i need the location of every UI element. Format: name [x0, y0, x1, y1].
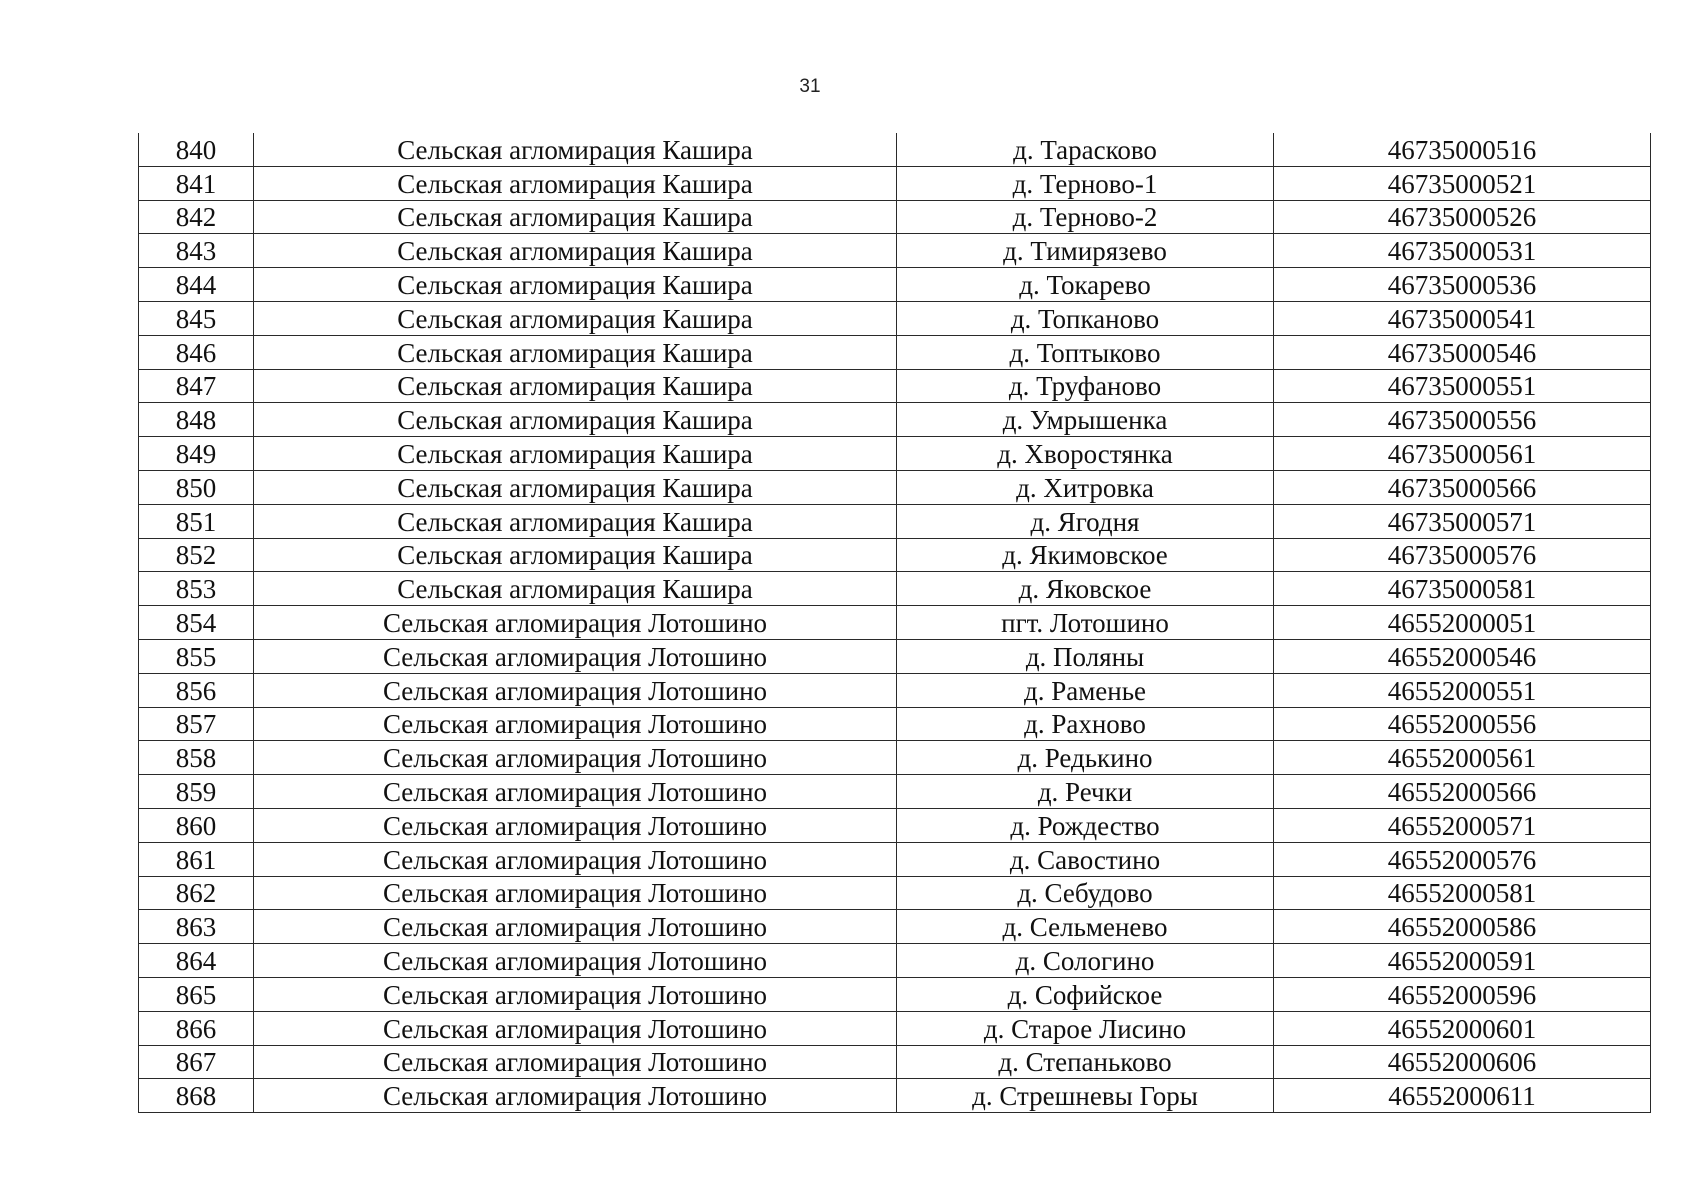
- agglomeration-cell: [254, 538, 897, 572]
- table-row: [139, 437, 1651, 471]
- agglomeration-cell: [254, 234, 897, 268]
- oktmo-code-cell: [1274, 741, 1651, 775]
- locality-cell: [897, 775, 1274, 809]
- oktmo-code-cell: [1274, 775, 1651, 809]
- oktmo-code-cell: [1274, 944, 1651, 978]
- agglomeration-cell: [254, 842, 897, 876]
- locality-cell: [897, 876, 1274, 910]
- oktmo-code-cell-text: 46735000541: [1387, 303, 1537, 334]
- oktmo-code-cell: [1274, 369, 1651, 403]
- locality-cell-text: д. Савостино: [1009, 844, 1161, 875]
- table-row: [139, 741, 1651, 775]
- locality-cell: [897, 977, 1274, 1011]
- row-number-cell: [139, 606, 254, 640]
- table-row: [139, 335, 1651, 369]
- oktmo-code-cell: [1274, 572, 1651, 606]
- agglomeration-cell: [254, 808, 897, 842]
- oktmo-code-cell: [1274, 707, 1651, 741]
- locality-cell: [897, 369, 1274, 403]
- agglomeration-cell-text: Сельская агломирация Кашира: [397, 337, 753, 368]
- settlement-table-body: [139, 133, 1651, 1113]
- oktmo-code-cell: [1274, 470, 1651, 504]
- locality-cell: [897, 403, 1274, 437]
- row-number-cell-text: 868: [175, 1081, 217, 1112]
- agglomeration-cell: [254, 166, 897, 200]
- locality-cell-text: д. Топтыково: [1009, 337, 1161, 368]
- locality-cell-text: д. Умрышенка: [1002, 405, 1168, 436]
- table-row: [139, 673, 1651, 707]
- locality-cell: [897, 639, 1274, 673]
- oktmo-code-cell-text: 46735000581: [1387, 574, 1537, 605]
- row-number-cell-text: 849: [175, 438, 217, 469]
- row-number-cell: [139, 1079, 254, 1113]
- oktmo-code-cell: [1274, 1011, 1651, 1045]
- oktmo-code-cell-text: 46552000556: [1387, 709, 1537, 740]
- agglomeration-cell-text: Сельская агломирация Кашира: [397, 405, 753, 436]
- agglomeration-cell: [254, 741, 897, 775]
- table-row: [139, 301, 1651, 335]
- oktmo-code-cell: [1274, 910, 1651, 944]
- row-number-cell-text: 840: [175, 134, 217, 165]
- row-number-cell: [139, 234, 254, 268]
- locality-cell: [897, 741, 1274, 775]
- row-number-cell: [139, 775, 254, 809]
- oktmo-code-cell-text: 46735000521: [1387, 168, 1537, 199]
- agglomeration-cell: [254, 369, 897, 403]
- locality-cell: [897, 504, 1274, 538]
- locality-cell-text: пгт. Лотошино: [1001, 607, 1169, 638]
- row-number-cell-text: 853: [175, 574, 217, 605]
- oktmo-code-cell-text: 46552000576: [1387, 844, 1537, 875]
- row-number-cell-text: 867: [175, 1047, 217, 1078]
- agglomeration-cell-text: Сельская агломирация Кашира: [397, 540, 753, 571]
- oktmo-code-cell-text: 46552000561: [1387, 743, 1537, 774]
- row-number-cell-text: 845: [175, 303, 217, 334]
- row-number-cell: [139, 673, 254, 707]
- agglomeration-cell-text: Сельская агломирация Кашира: [397, 134, 753, 165]
- agglomeration-cell: [254, 437, 897, 471]
- agglomeration-cell-text: Сельская агломирация Лотошино: [382, 979, 768, 1010]
- locality-cell: [897, 808, 1274, 842]
- row-number-cell: [139, 639, 254, 673]
- row-number-cell-text: 865: [175, 979, 217, 1010]
- oktmo-code-cell-text: 46735000576: [1387, 540, 1537, 571]
- row-number-cell-text: 856: [175, 675, 217, 706]
- row-number-cell: [139, 504, 254, 538]
- locality-cell-text: д. Редькино: [1017, 743, 1153, 774]
- locality-cell: [897, 538, 1274, 572]
- locality-cell: [897, 166, 1274, 200]
- agglomeration-cell-text: Сельская агломирация Лотошино: [382, 878, 768, 909]
- oktmo-code-cell: [1274, 166, 1651, 200]
- table-row: [139, 369, 1651, 403]
- row-number-cell-text: 847: [175, 371, 217, 402]
- oktmo-code-cell-text: 46552000586: [1387, 912, 1537, 943]
- page-number: 31: [799, 76, 821, 97]
- table-row: [139, 707, 1651, 741]
- oktmo-code-cell: [1274, 842, 1651, 876]
- locality-cell: [897, 606, 1274, 640]
- row-number-cell: [139, 910, 254, 944]
- oktmo-code-cell-text: 46552000566: [1387, 776, 1537, 807]
- locality-cell-text: д. Речки: [1037, 776, 1133, 807]
- agglomeration-cell: [254, 301, 897, 335]
- agglomeration-cell-text: Сельская агломирация Кашира: [397, 269, 753, 300]
- locality-cell: [897, 944, 1274, 978]
- row-number-cell: [139, 437, 254, 471]
- oktmo-code-cell-text: 46735000531: [1387, 236, 1537, 267]
- oktmo-code-cell: [1274, 504, 1651, 538]
- row-number-cell-text: 864: [175, 945, 217, 976]
- locality-cell-text: д. Якимовское: [1002, 540, 1168, 571]
- locality-cell-text: д. Терново-2: [1012, 202, 1158, 233]
- table-row: [139, 403, 1651, 437]
- row-number-cell: [139, 538, 254, 572]
- row-number-cell-text: 855: [175, 641, 217, 672]
- oktmo-code-cell-text: 46735000556: [1387, 405, 1537, 436]
- table-row: [139, 639, 1651, 673]
- oktmo-code-cell: [1274, 977, 1651, 1011]
- agglomeration-cell: [254, 673, 897, 707]
- row-number-cell-text: 848: [175, 405, 217, 436]
- locality-cell: [897, 572, 1274, 606]
- agglomeration-cell: [254, 775, 897, 809]
- agglomeration-cell: [254, 1011, 897, 1045]
- agglomeration-cell-text: Сельская агломирация Лотошино: [382, 743, 768, 774]
- locality-cell-text: д. Хитровка: [1016, 472, 1154, 503]
- agglomeration-cell-text: Сельская агломирация Кашира: [397, 303, 753, 334]
- agglomeration-cell-text: Сельская агломирация Лотошино: [382, 945, 768, 976]
- oktmo-code-cell: [1274, 301, 1651, 335]
- agglomeration-cell: [254, 606, 897, 640]
- oktmo-code-cell-text: 46735000526: [1387, 202, 1537, 233]
- agglomeration-cell-text: Сельская агломирация Лотошино: [382, 1081, 768, 1112]
- oktmo-code-cell-text: 46735000516: [1387, 134, 1537, 165]
- oktmo-code-cell-text: 46735000571: [1387, 506, 1537, 537]
- row-number-cell: [139, 707, 254, 741]
- table-row: [139, 775, 1651, 809]
- table-row: [139, 234, 1651, 268]
- agglomeration-cell: [254, 470, 897, 504]
- row-number-cell: [139, 369, 254, 403]
- oktmo-code-cell-text: 46735000546: [1387, 337, 1537, 368]
- row-number-cell: [139, 977, 254, 1011]
- agglomeration-cell-text: Сельская агломирация Кашира: [397, 371, 753, 402]
- oktmo-code-cell-text: 46552000051: [1387, 607, 1537, 638]
- row-number-cell: [139, 301, 254, 335]
- row-number-cell: [139, 403, 254, 437]
- table-row: [139, 876, 1651, 910]
- locality-cell-text: д. Сологино: [1015, 945, 1155, 976]
- oktmo-code-cell: [1274, 133, 1651, 166]
- agglomeration-cell: [254, 977, 897, 1011]
- row-number-cell: [139, 133, 254, 166]
- agglomeration-cell: [254, 335, 897, 369]
- locality-cell: [897, 268, 1274, 302]
- oktmo-code-cell: [1274, 639, 1651, 673]
- row-number-cell: [139, 1045, 254, 1079]
- agglomeration-cell: [254, 504, 897, 538]
- table-row: [139, 842, 1651, 876]
- agglomeration-cell: [254, 133, 897, 166]
- row-number-cell-text: 850: [175, 472, 217, 503]
- row-number-cell: [139, 200, 254, 234]
- agglomeration-cell-text: Сельская агломирация Лотошино: [382, 844, 768, 875]
- locality-cell-text: д. Труфаново: [1008, 371, 1162, 402]
- locality-cell-text: д. Токарево: [1019, 269, 1151, 300]
- agglomeration-cell-text: Сельская агломирация Лотошино: [382, 641, 768, 672]
- locality-cell-text: д. Рахново: [1024, 709, 1146, 740]
- table-row: [139, 166, 1651, 200]
- locality-cell: [897, 673, 1274, 707]
- locality-cell: [897, 842, 1274, 876]
- row-number-cell: [139, 842, 254, 876]
- row-number-cell-text: 843: [175, 236, 217, 267]
- oktmo-code-cell: [1274, 538, 1651, 572]
- oktmo-code-cell: [1274, 606, 1651, 640]
- table-row: [139, 470, 1651, 504]
- row-number-cell: [139, 470, 254, 504]
- oktmo-code-cell-text: 46735000551: [1387, 371, 1537, 402]
- table-row: [139, 1079, 1651, 1113]
- oktmo-code-cell-text: 46735000566: [1387, 472, 1537, 503]
- oktmo-code-cell-text: 46552000596: [1387, 979, 1537, 1010]
- row-number-cell-text: 863: [175, 912, 217, 943]
- locality-cell-text: д. Степаньково: [998, 1047, 1172, 1078]
- agglomeration-cell: [254, 707, 897, 741]
- row-number-cell: [139, 876, 254, 910]
- oktmo-code-cell: [1274, 234, 1651, 268]
- settlement-table: [138, 133, 1651, 1113]
- agglomeration-cell-text: Сельская агломирация Кашира: [397, 438, 753, 469]
- agglomeration-cell: [254, 944, 897, 978]
- locality-cell-text: д. Сельменево: [1002, 912, 1168, 943]
- agglomeration-cell: [254, 910, 897, 944]
- oktmo-code-cell: [1274, 1045, 1651, 1079]
- locality-cell: [897, 1045, 1274, 1079]
- locality-cell: [897, 1011, 1274, 1045]
- row-number-cell-text: 846: [175, 337, 217, 368]
- agglomeration-cell: [254, 403, 897, 437]
- oktmo-code-cell: [1274, 268, 1651, 302]
- row-number-cell-text: 841: [175, 168, 217, 199]
- oktmo-code-cell-text: 46552000606: [1387, 1047, 1537, 1078]
- row-number-cell-text: 859: [175, 776, 217, 807]
- agglomeration-cell: [254, 572, 897, 606]
- agglomeration-cell: [254, 200, 897, 234]
- row-number-cell: [139, 268, 254, 302]
- oktmo-code-cell-text: 46552000591: [1387, 945, 1537, 976]
- oktmo-code-cell-text: 46552000601: [1387, 1013, 1537, 1044]
- agglomeration-cell-text: Сельская агломирация Лотошино: [382, 912, 768, 943]
- oktmo-code-cell-text: 46552000551: [1387, 675, 1537, 706]
- oktmo-code-cell: [1274, 200, 1651, 234]
- row-number-cell: [139, 1011, 254, 1045]
- oktmo-code-cell: [1274, 808, 1651, 842]
- table-row: [139, 606, 1651, 640]
- locality-cell: [897, 133, 1274, 166]
- row-number-cell-text: 860: [175, 810, 217, 841]
- locality-cell-text: д. Яковское: [1018, 574, 1152, 605]
- oktmo-code-cell: [1274, 403, 1651, 437]
- agglomeration-cell: [254, 268, 897, 302]
- row-number-cell: [139, 166, 254, 200]
- locality-cell-text: д. Тимирязево: [1003, 236, 1167, 267]
- agglomeration-cell-text: Сельская агломирация Лотошино: [382, 776, 768, 807]
- locality-cell-text: д. Себудово: [1017, 878, 1153, 909]
- table-row: [139, 268, 1651, 302]
- table-row: [139, 200, 1651, 234]
- agglomeration-cell-text: Сельская агломирация Лотошино: [382, 607, 768, 638]
- locality-cell-text: д. Раменье: [1023, 675, 1147, 706]
- locality-cell-text: д. Хворостянка: [997, 438, 1173, 469]
- row-number-cell-text: 866: [175, 1013, 217, 1044]
- row-number-cell-text: 842: [175, 202, 217, 233]
- agglomeration-cell-text: Сельская агломирация Кашира: [397, 472, 753, 503]
- locality-cell-text: д. Терново-1: [1012, 168, 1158, 199]
- agglomeration-cell-text: Сельская агломирация Лотошино: [382, 1047, 768, 1078]
- table-row: [139, 808, 1651, 842]
- agglomeration-cell-text: Сельская агломирация Лотошино: [382, 675, 768, 706]
- oktmo-code-cell: [1274, 673, 1651, 707]
- table-row: [139, 977, 1651, 1011]
- locality-cell: [897, 335, 1274, 369]
- row-number-cell: [139, 741, 254, 775]
- row-number-cell: [139, 808, 254, 842]
- locality-cell-text: д. Ягодня: [1030, 506, 1140, 537]
- agglomeration-cell-text: Сельская агломирация Лотошино: [382, 1013, 768, 1044]
- agglomeration-cell-text: Сельская агломирация Кашира: [397, 202, 753, 233]
- oktmo-code-cell-text: 46552000571: [1387, 810, 1537, 841]
- locality-cell-text: д. Тарасково: [1013, 134, 1157, 165]
- agglomeration-cell-text: Сельская агломирация Кашира: [397, 574, 753, 605]
- agglomeration-cell-text: Сельская агломирация Кашира: [397, 236, 753, 267]
- agglomeration-cell: [254, 1079, 897, 1113]
- row-number-cell-text: 851: [175, 506, 217, 537]
- agglomeration-cell-text: Сельская агломирация Кашира: [397, 506, 753, 537]
- oktmo-code-cell: [1274, 335, 1651, 369]
- locality-cell: [897, 234, 1274, 268]
- row-number-cell-text: 861: [175, 844, 217, 875]
- locality-cell-text: д. Топканово: [1010, 303, 1160, 334]
- locality-cell: [897, 470, 1274, 504]
- oktmo-code-cell-text: 46552000581: [1387, 878, 1537, 909]
- locality-cell: [897, 437, 1274, 471]
- table-row: [139, 944, 1651, 978]
- locality-cell: [897, 1079, 1274, 1113]
- table-row: [139, 1011, 1651, 1045]
- agglomeration-cell: [254, 1045, 897, 1079]
- oktmo-code-cell-text: 46552000546: [1387, 641, 1537, 672]
- locality-cell: [897, 910, 1274, 944]
- locality-cell: [897, 707, 1274, 741]
- oktmo-code-cell-text: 46735000561: [1387, 438, 1537, 469]
- oktmo-code-cell: [1274, 1079, 1651, 1113]
- table-row: [139, 538, 1651, 572]
- agglomeration-cell-text: Сельская агломирация Лотошино: [382, 810, 768, 841]
- locality-cell: [897, 301, 1274, 335]
- table-row: [139, 572, 1651, 606]
- table-row: [139, 910, 1651, 944]
- locality-cell: [897, 200, 1274, 234]
- locality-cell-text: д. Старое Лисино: [983, 1013, 1187, 1044]
- table-row: [139, 1045, 1651, 1079]
- locality-cell-text: д. Стрешневы Горы: [972, 1081, 1198, 1112]
- agglomeration-cell-text: Сельская агломирация Кашира: [397, 168, 753, 199]
- table-row: [139, 133, 1651, 166]
- row-number-cell: [139, 944, 254, 978]
- locality-cell-text: д. Софийское: [1007, 979, 1163, 1010]
- row-number-cell: [139, 572, 254, 606]
- row-number-cell-text: 854: [175, 607, 217, 638]
- row-number-cell-text: 857: [175, 709, 217, 740]
- oktmo-code-cell-text: 46735000536: [1387, 269, 1537, 300]
- row-number-cell-text: 844: [175, 269, 217, 300]
- agglomeration-cell: [254, 876, 897, 910]
- agglomeration-cell: [254, 639, 897, 673]
- oktmo-code-cell: [1274, 876, 1651, 910]
- locality-cell-text: д. Рождество: [1010, 810, 1160, 841]
- row-number-cell-text: 852: [175, 540, 217, 571]
- oktmo-code-cell: [1274, 437, 1651, 471]
- row-number-cell-text: 862: [175, 878, 217, 909]
- row-number-cell-text: 858: [175, 743, 217, 774]
- agglomeration-cell-text: Сельская агломирация Лотошино: [382, 709, 768, 740]
- row-number-cell: [139, 335, 254, 369]
- table-row: [139, 504, 1651, 538]
- locality-cell-text: д. Поляны: [1025, 641, 1145, 672]
- oktmo-code-cell-text: 46552000611: [1388, 1081, 1536, 1112]
